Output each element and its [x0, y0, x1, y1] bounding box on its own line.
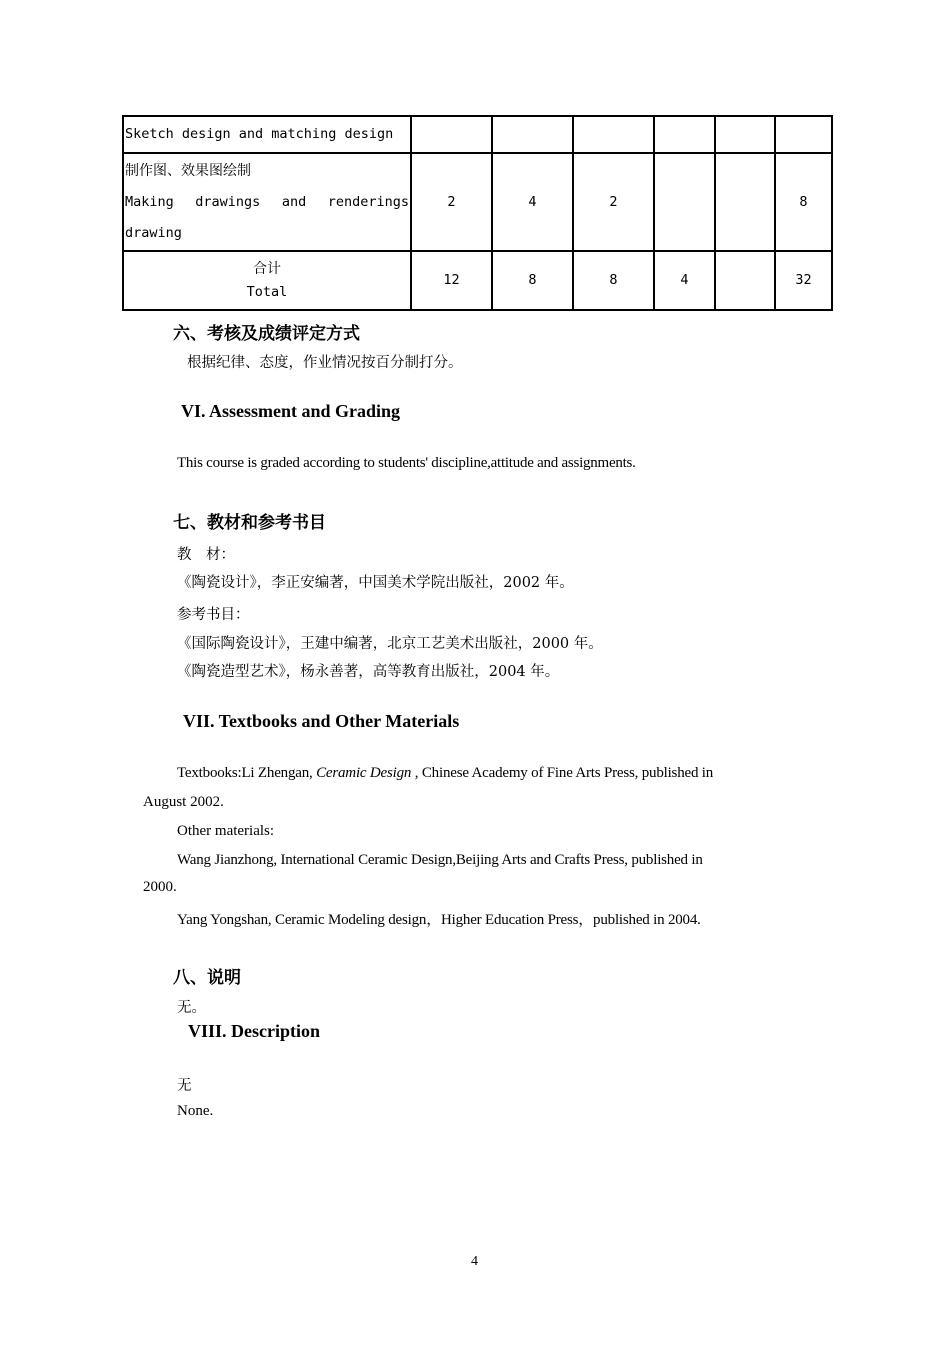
- textbook-en-title: Ceramic Design: [316, 765, 412, 781]
- table-cell: 4: [492, 153, 573, 251]
- reference2-en: Yang Yongshan, Ceramic Modeling design，Higher Education Press，published in 2004.: [177, 912, 701, 928]
- table-cell: 12: [411, 251, 492, 310]
- textbook-cn: 《陶瓷设计》，李正安编著，中国美术学院出版社，2002 年。: [177, 575, 574, 591]
- section8-body-cn: 无。: [177, 1000, 206, 1016]
- table-cell: 8: [492, 251, 573, 310]
- table-row: [123, 153, 832, 251]
- table-cell: [715, 251, 775, 310]
- section6-heading-en: VI. Assessment and Grading: [181, 401, 401, 421]
- row-name: Sketch design and matching design: [123, 116, 411, 153]
- page-number: 4: [471, 1254, 478, 1269]
- table-cell: [492, 116, 573, 153]
- textbook-en: [177, 765, 713, 782]
- table-cell: 8: [573, 251, 654, 310]
- textbook-en-cont: August 2002.: [143, 794, 224, 810]
- table-cell: 2: [411, 153, 492, 251]
- table-cell: [654, 153, 715, 251]
- section6-heading-cn: 六、考核及成绩评定方式: [173, 324, 360, 344]
- textbook-label-cn: 教 材：: [177, 547, 235, 563]
- other-materials-label: Other materials:: [177, 823, 275, 839]
- total-label-en: Total: [246, 283, 288, 300]
- section7-heading-en: VII. Textbooks and Other Materials: [183, 711, 460, 731]
- table-row-total: [123, 251, 832, 310]
- reference-label-cn: 参考书目：: [177, 607, 250, 623]
- justified-word: Making: [125, 193, 174, 210]
- row-name: [123, 153, 411, 251]
- hours-table: [122, 115, 833, 311]
- table-cell: 2: [573, 153, 654, 251]
- section8-heading-en: VIII. Description: [188, 1021, 321, 1041]
- textbook-en-prefix: Textbooks:Li Zhengan,: [177, 765, 317, 781]
- section7-heading-cn: 七、教材和参考书目: [173, 513, 326, 533]
- table-cell: [715, 153, 775, 251]
- row-name: [123, 251, 411, 310]
- table-cell: 32: [775, 251, 832, 310]
- reference1-en: Wang Jianzhong, International Ceramic Design,Beijing Arts and Crafts Press, published in: [177, 852, 703, 868]
- table-cell: [715, 116, 775, 153]
- section8-body-en: None.: [177, 1103, 214, 1119]
- reference1-en-cont: 2000.: [143, 879, 177, 895]
- table-cell: [411, 116, 492, 153]
- section8-body-cn2: 无: [177, 1078, 192, 1094]
- table-cell: [654, 116, 715, 153]
- reference2-cn: 《陶瓷造型艺术》，杨永善著，高等教育出版社，2004 年。: [177, 664, 560, 680]
- table-cell: 4: [654, 251, 715, 310]
- table-row: [123, 116, 832, 153]
- row-name-en-cont: drawing: [125, 224, 182, 241]
- section6-body-cn: 根据纪律、态度，作业情况按百分制打分。: [187, 355, 463, 371]
- table-cell: 8: [775, 153, 832, 251]
- justified-word: drawings: [195, 193, 261, 210]
- table-cell: [573, 116, 654, 153]
- row-name-cn: 制作图、效果图绘制: [125, 162, 251, 179]
- row-name-en: [125, 187, 409, 218]
- total-label-cn: 合计: [253, 260, 281, 277]
- reference1-cn: 《国际陶瓷设计》，王建中编著，北京工艺美术出版社，2000 年。: [177, 636, 603, 652]
- justified-word: renderings: [327, 193, 409, 210]
- section6-body-en: This course is graded according to students' discipline,attitude and assignments.: [177, 455, 636, 471]
- justified-word: and: [281, 193, 307, 210]
- table-cell: [775, 116, 832, 153]
- section8-heading-cn: 八、说明: [173, 968, 241, 988]
- textbook-en-suffix: , Chinese Academy of Fine Arts Press, published in: [411, 765, 714, 781]
- justified-line: [125, 187, 409, 218]
